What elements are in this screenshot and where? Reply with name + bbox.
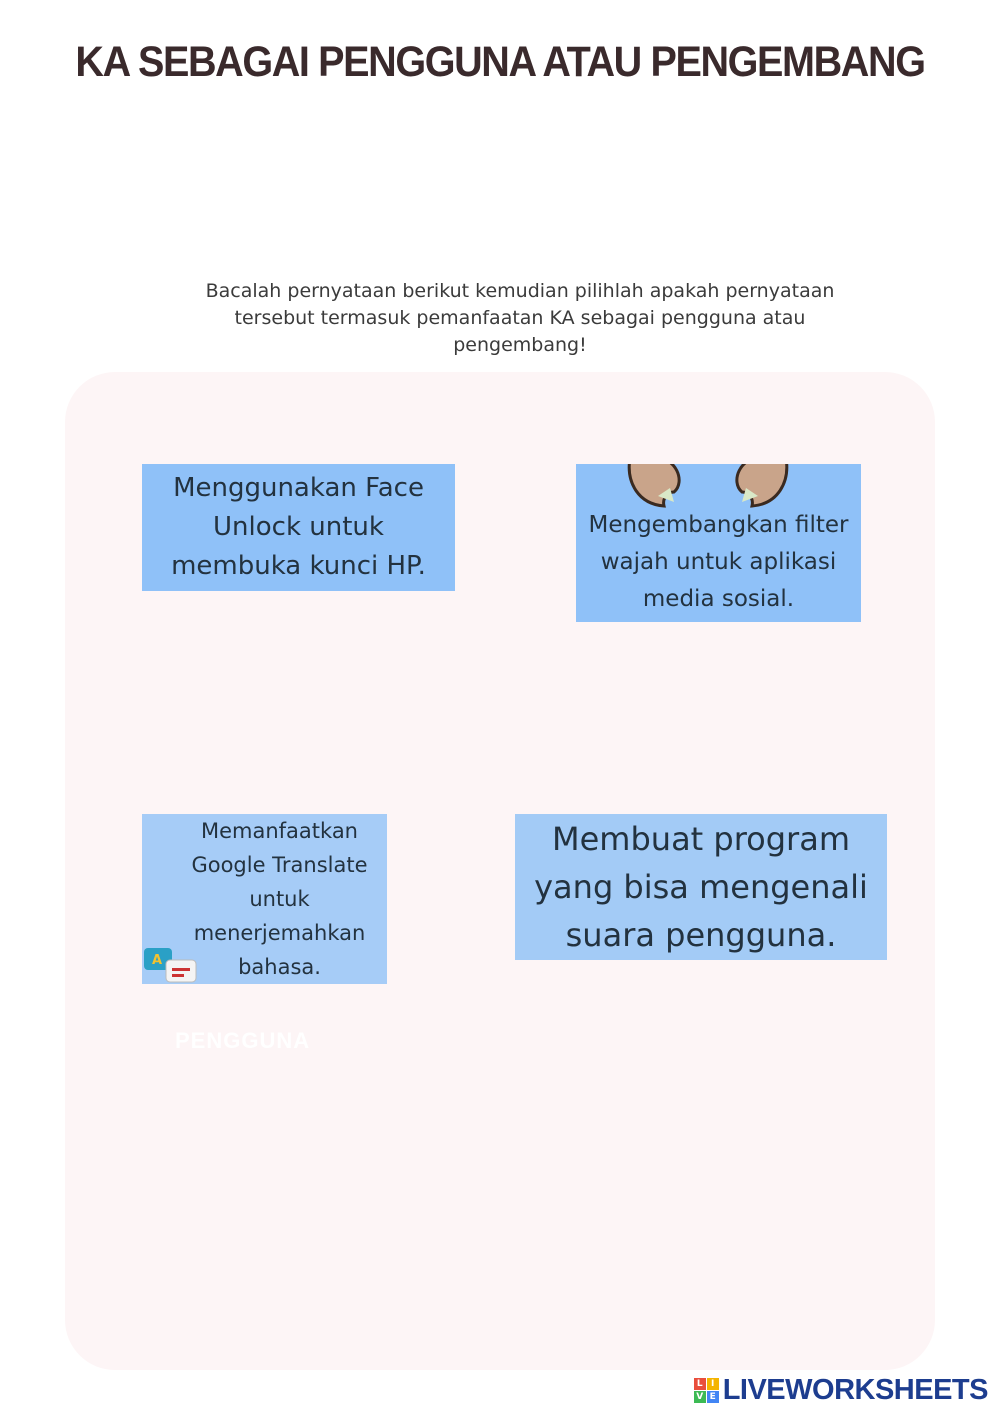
statement-text: Menggunakan Face Unlock untuk membuka kunci HP.	[171, 473, 426, 581]
statement-card-face-filter[interactable]	[576, 464, 861, 622]
svg-text:A: A	[152, 953, 163, 968]
answer-label-faint: PENGGUNA	[175, 1028, 311, 1053]
logo-text: LIVEWORKSHEETS	[722, 1373, 988, 1406]
statement-card-google-translate[interactable]	[142, 814, 387, 984]
instructions-text: Bacalah pernyataan berikut kemudian pilihlah apakah pernyataan tersebut termasuk pemanfaatan KA sebagai pengguna atau pengembang!	[205, 280, 835, 356]
statement-text: Membuat program yang bisa mengenali suara pengguna.	[534, 820, 868, 954]
logo-grid-icon: L I V E	[694, 1378, 719, 1403]
liveworksheets-logo	[694, 1372, 988, 1408]
statement-card-face-unlock[interactable]	[142, 464, 455, 591]
statement-text: Mengembangkan filter wajah untuk aplikasi media sosial.	[588, 511, 849, 612]
filter-ear-right-icon	[728, 464, 792, 512]
filter-ear-left-icon	[624, 464, 688, 512]
statement-text: Memanfaatkan Google Translate untuk menerjemahkan bahasa.	[191, 819, 368, 979]
statement-card-voice-recognition[interactable]	[515, 814, 887, 960]
page-title: KA SEBAGAI PENGGUNA ATAU PENGEMBANG	[75, 38, 925, 86]
